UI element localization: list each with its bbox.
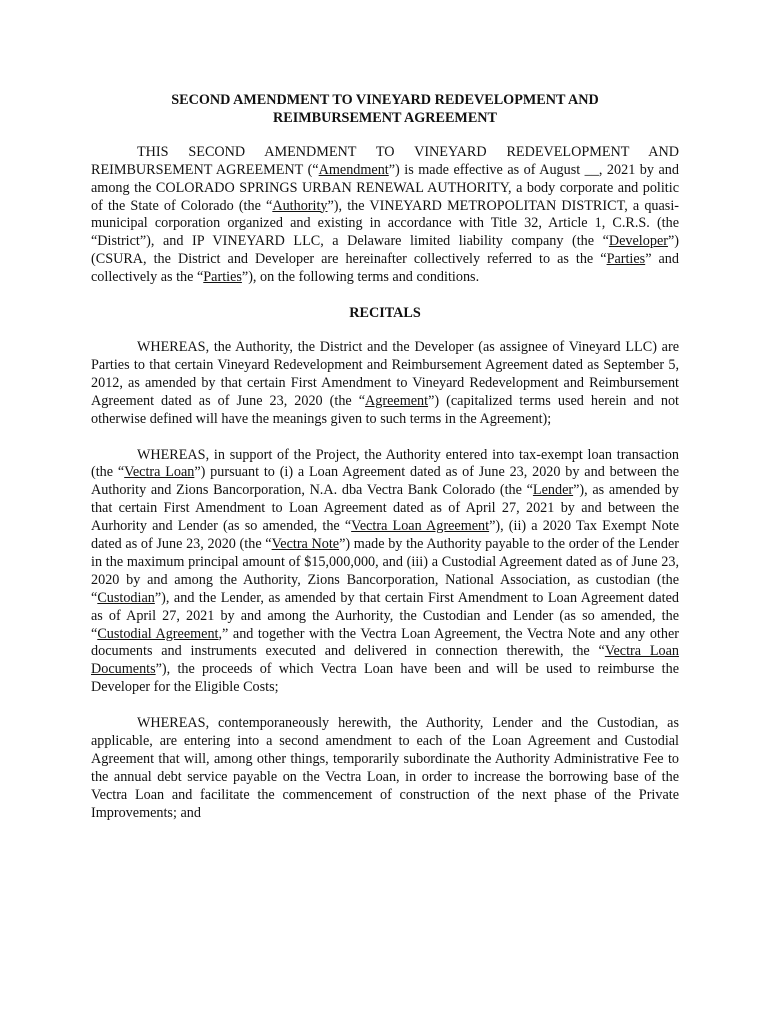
intro-text-2: ”) is made effective as of August __, 2021 by and among the COLORADO SPRINGS URBAN RENEWAL AUTHORITY, a body corporate and politic of the State of Colorado (the “ xyxy=(91,161,679,214)
recitals-heading: RECITALS xyxy=(349,305,421,322)
recital2-text-7: ,” and together with the Vectra Loan Agreement, the Vectra Note and any other documents and instruments executed and delivered in connection therewith, the “ xyxy=(91,625,679,660)
recital2-text-3: ”), as amended by that certain First Amendment to Loan Agreement dated as of April 27, 2021 by and between the Aurhority and Lender (as so amended, the “ xyxy=(91,482,679,535)
document-page xyxy=(91,92,679,841)
defined-term-authority: Authority xyxy=(272,197,328,214)
intro-text-5: ” and collectively as the “ xyxy=(91,251,679,286)
defined-term-vectra-loan-documents: Vectra Loan Documents xyxy=(91,643,679,678)
intro-paragraph xyxy=(91,144,679,287)
recital2-text-8: ”), the proceeds of which Vectra Loan have been and will be used to reimburse the Developer for the Eligible Costs; xyxy=(91,661,679,696)
intro-text-1: THIS SECOND AMENDMENT TO VINEYARD REDEVELOPMENT AND REIMBURSEMENT AGREEMENT (“ xyxy=(91,143,679,178)
defined-term-vectra-note: Vectra Note xyxy=(271,536,340,553)
defined-term-parties-1: Parties xyxy=(606,251,646,268)
title-line-2: REIMBURSEMENT AGREEMENT xyxy=(272,109,497,126)
recital2-text-1: WHEREAS, in support of the Project, the Authority entered into tax-exempt loan transaction (the “ xyxy=(91,446,679,481)
intro-text-6: ”), on the following terms and conditions. xyxy=(241,269,480,286)
recital1-text-2: ”) (capitalized terms used herein and not otherwise defined will have the meanings given to such terms in the Agreement); xyxy=(91,392,679,427)
recital-paragraph-3 xyxy=(91,715,679,822)
recital-paragraph-2 xyxy=(91,447,679,698)
defined-term-vectra-loan: Vectra Loan xyxy=(124,464,195,481)
defined-term-vectra-loan-agreement: Vectra Loan Agreement xyxy=(351,518,490,535)
defined-term-amendment: Amendment xyxy=(318,161,389,178)
title-line-1: SECOND AMENDMENT TO VINEYARD REDEVELOPMENT AND xyxy=(171,92,599,108)
defined-term-lender: Lender xyxy=(532,482,574,499)
defined-term-parties-2: Parties xyxy=(203,269,242,286)
document-title xyxy=(91,92,679,128)
recital-paragraph-1 xyxy=(91,339,679,429)
recital1-text-1: WHEREAS, the Authority, the District and the Developer (as assignee of Vineyard LLC) are Parties to that certain Vineyard Redevelopment and Reimbursement Agreement dated as September 5, 2012, as amended by that certain First Amendment to Vineyard Redevelopment and Reimbursement Agreement dated as of June 23, 2020 (the “ xyxy=(91,338,679,409)
defined-term-agreement: Agreement xyxy=(365,392,429,409)
defined-term-custodian: Custodian xyxy=(97,589,155,606)
intro-text-3: ”), the VINEYARD METROPOLITAN DISTRICT, a quasi-municipal corporation organized and existing in accordance with Title 32, Article 1, C.R.S. (the “District”), and IP VINEYARD LLC, a Delaware limited liability company (the “ xyxy=(91,197,679,250)
recital2-text-2: ”) pursuant to (i) a Loan Agreement dated as of June 23, 2020 by and between the Authority and Zions Bancorporation, N.A. dba Vectra Bank Colorado (the “ xyxy=(91,464,679,499)
defined-term-developer: Developer xyxy=(608,233,668,250)
recital2-text-6: ”), and the Lender, as amended by that certain First Amendment to Loan Agreement dated as of April 27, 2021 by and among the Aurhority, the Custodian and Lender (as so amended, the “ xyxy=(91,589,679,642)
defined-term-custodial-agreement: Custodial Agreement xyxy=(97,625,219,642)
intro-text-4: ”) (CSURA, the District and Developer are hereinafter collectively referred to as the “ xyxy=(91,233,679,268)
recital3-text-1: WHEREAS, contemporaneously herewith, the Authority, Lender and the Custodian, as applicable, are entering into a second amendment to each of the Loan Agreement and Custodial Agreement that will, among other things, temporarily subordinate the Authority Administrative Fee to the annual debt service payable on the Vectra Loan, in order to increase the borrowing base of the Vectra Loan and facilitate the commencement of construction of the next phase of the Private Improvements; and xyxy=(91,715,679,821)
recital2-text-5: ”) made by the Authority payable to the order of the Lender in the maximum principal amount of $15,000,000, and (iii) a Custodial Agreement dated as of June 23, 2020 by and among the Authority, Zions Bancorporation, National Association, as custodian (the “ xyxy=(91,536,679,606)
recital2-text-4: ”), (ii) a 2020 Tax Exempt Note dated as of June 23, 2020 (the “ xyxy=(91,518,680,553)
